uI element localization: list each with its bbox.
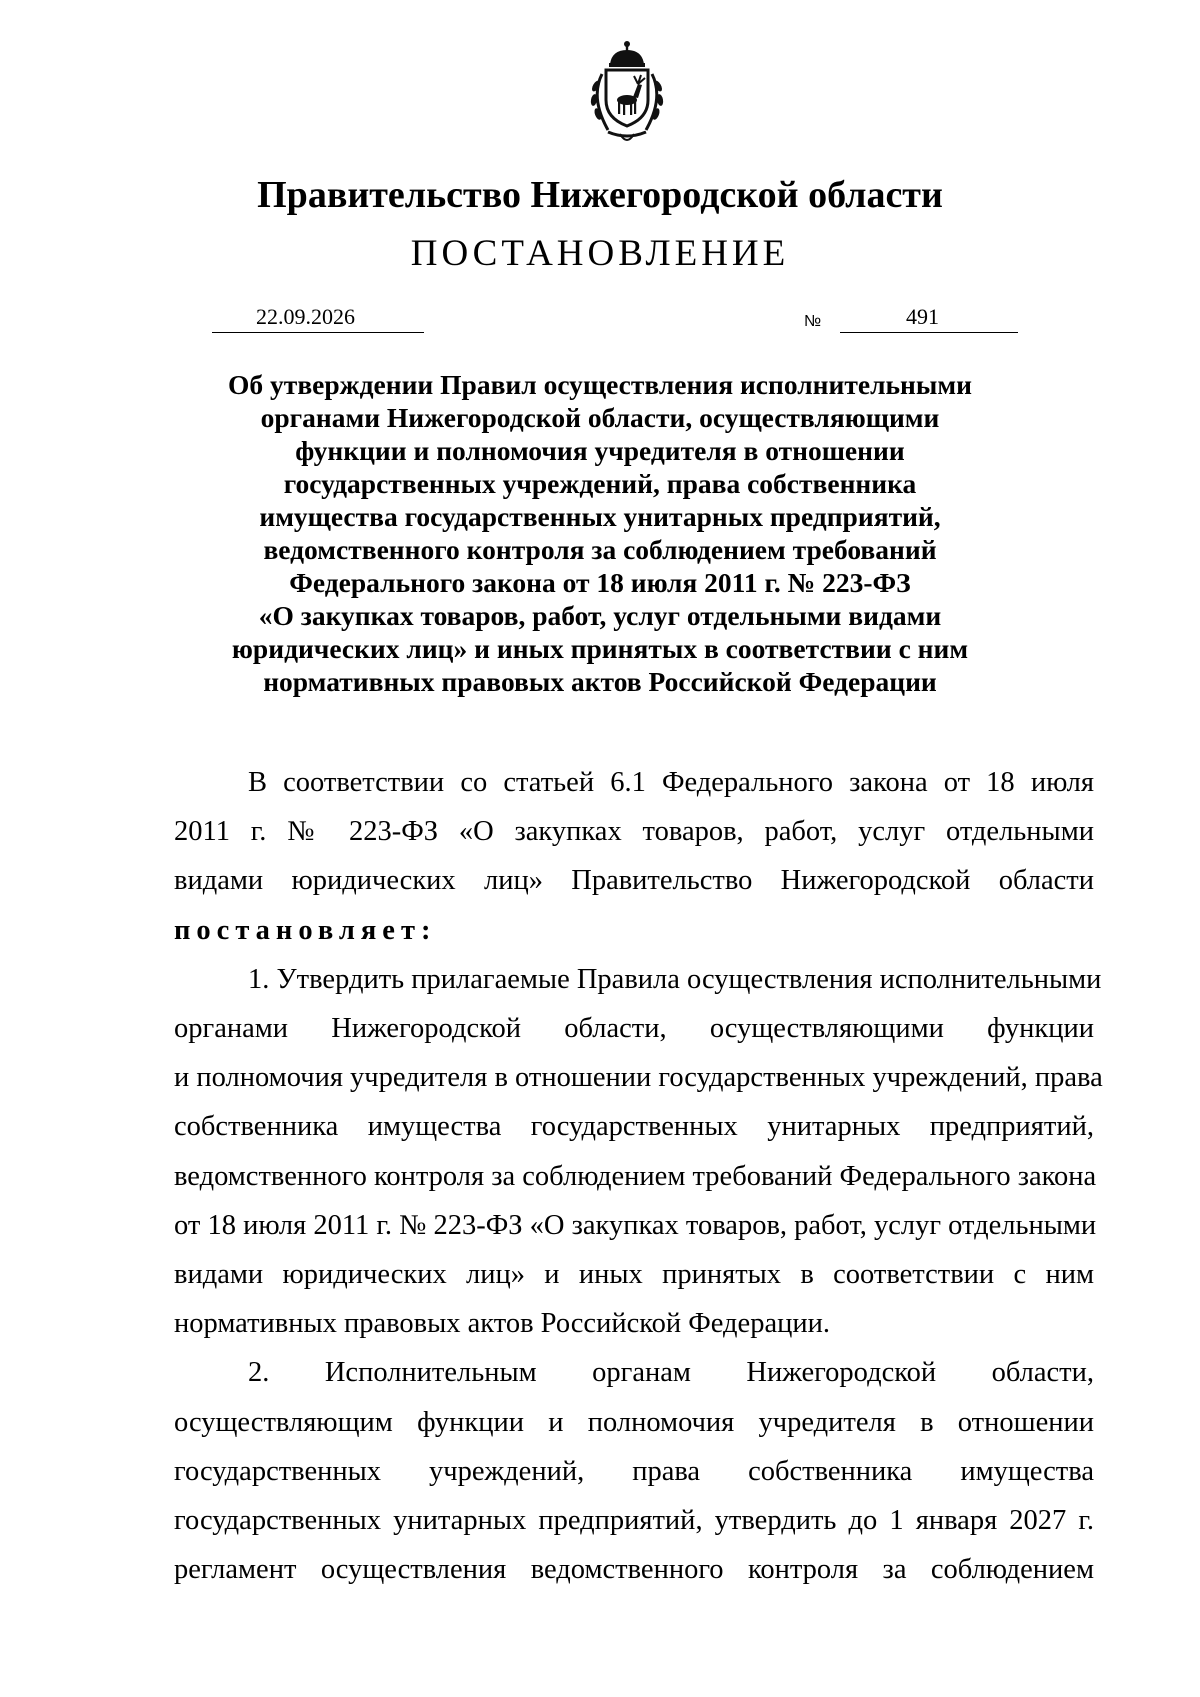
document-date: 22.09.2026 [256,304,355,329]
item2-line: осуществляющим функции и полномочия учредителя в отношении [174,1406,1094,1438]
item1-line: и полномочия учредителя в отношении государственных учреждений, права [174,1062,1103,1094]
item1-line: нормативных правовых актов Российской Федерации. [174,1308,830,1340]
item1-line: видами юридических лиц» и иных принятых в соответствии с ним [174,1259,1094,1291]
subject-line: «О закупках товаров, работ, услуг отдельными видами [258,600,942,631]
preamble-line: 2011 г. № 223-ФЗ «О закупках товаров, работ, услуг отдельными [174,816,1094,848]
document-type-title: ПОСТАНОВЛЕНИЕ [410,233,790,274]
nizhny-novgorod-coat-of-arms-icon [572,38,682,148]
subject-line: ведомственного контроля за соблюдением требований [263,534,937,565]
subject-line: Федерального закона от 18 июля 2011 г. № 223-ФЗ [289,567,911,598]
subject-line: государственных учреждений, права собственника [283,468,917,499]
item1-line: ведомственного контроля за соблюдением требований Федерального закона [174,1160,1097,1192]
document-number-field [840,304,1018,333]
item2-line: государственных унитарных предприятий, утвердить до 1 января 2027 г. [174,1505,1094,1537]
item1-line: органами Нижегородской области, осуществляющими функции [174,1013,1094,1045]
resolves-word: постановляет: [174,914,437,946]
item2-line: регламент осуществления ведомственного контроля за соблюдением [174,1554,1094,1586]
subject-line: нормативных правовых актов Российской Федерации [263,666,937,697]
subject-line: имущества государственных унитарных предприятий, [259,501,941,532]
government-name: Правительство Нижегородской области [257,174,943,216]
item2-line: 2. Исполнительным органам Нижегородской области, [248,1357,1094,1389]
subject-line: органами Нижегородской области, осуществляющими [260,402,940,433]
preamble-line: видами юридических лиц» Правительство Нижегородской области [174,865,1094,897]
number-label: № [804,313,822,330]
subject-line: Об утверждении Правил осуществления исполнительными [228,369,972,400]
document-body [174,758,1103,1594]
document-number: 491 [906,304,939,329]
subject-line: функции и полномочия учредителя в отношении [295,435,905,466]
document-date-field [212,304,424,333]
document-subject [200,368,1000,698]
item1-line: собственника имущества государственных унитарных предприятий, [174,1111,1094,1143]
subject-line: юридических лиц» и иных принятых в соответствии с ним [231,633,969,664]
item1-line: 1. Утвердить прилагаемые Правила осуществления исполнительными [248,963,1102,995]
item2-line: государственных учреждений, права собственника имущества [174,1455,1094,1487]
preamble-line: В соответствии со статьей 6.1 Федерального закона от 18 июля [248,767,1094,798]
item1-line: от 18 июля 2011 г. № 223-ФЗ «О закупках товаров, работ, услуг отдельными [174,1209,1097,1241]
